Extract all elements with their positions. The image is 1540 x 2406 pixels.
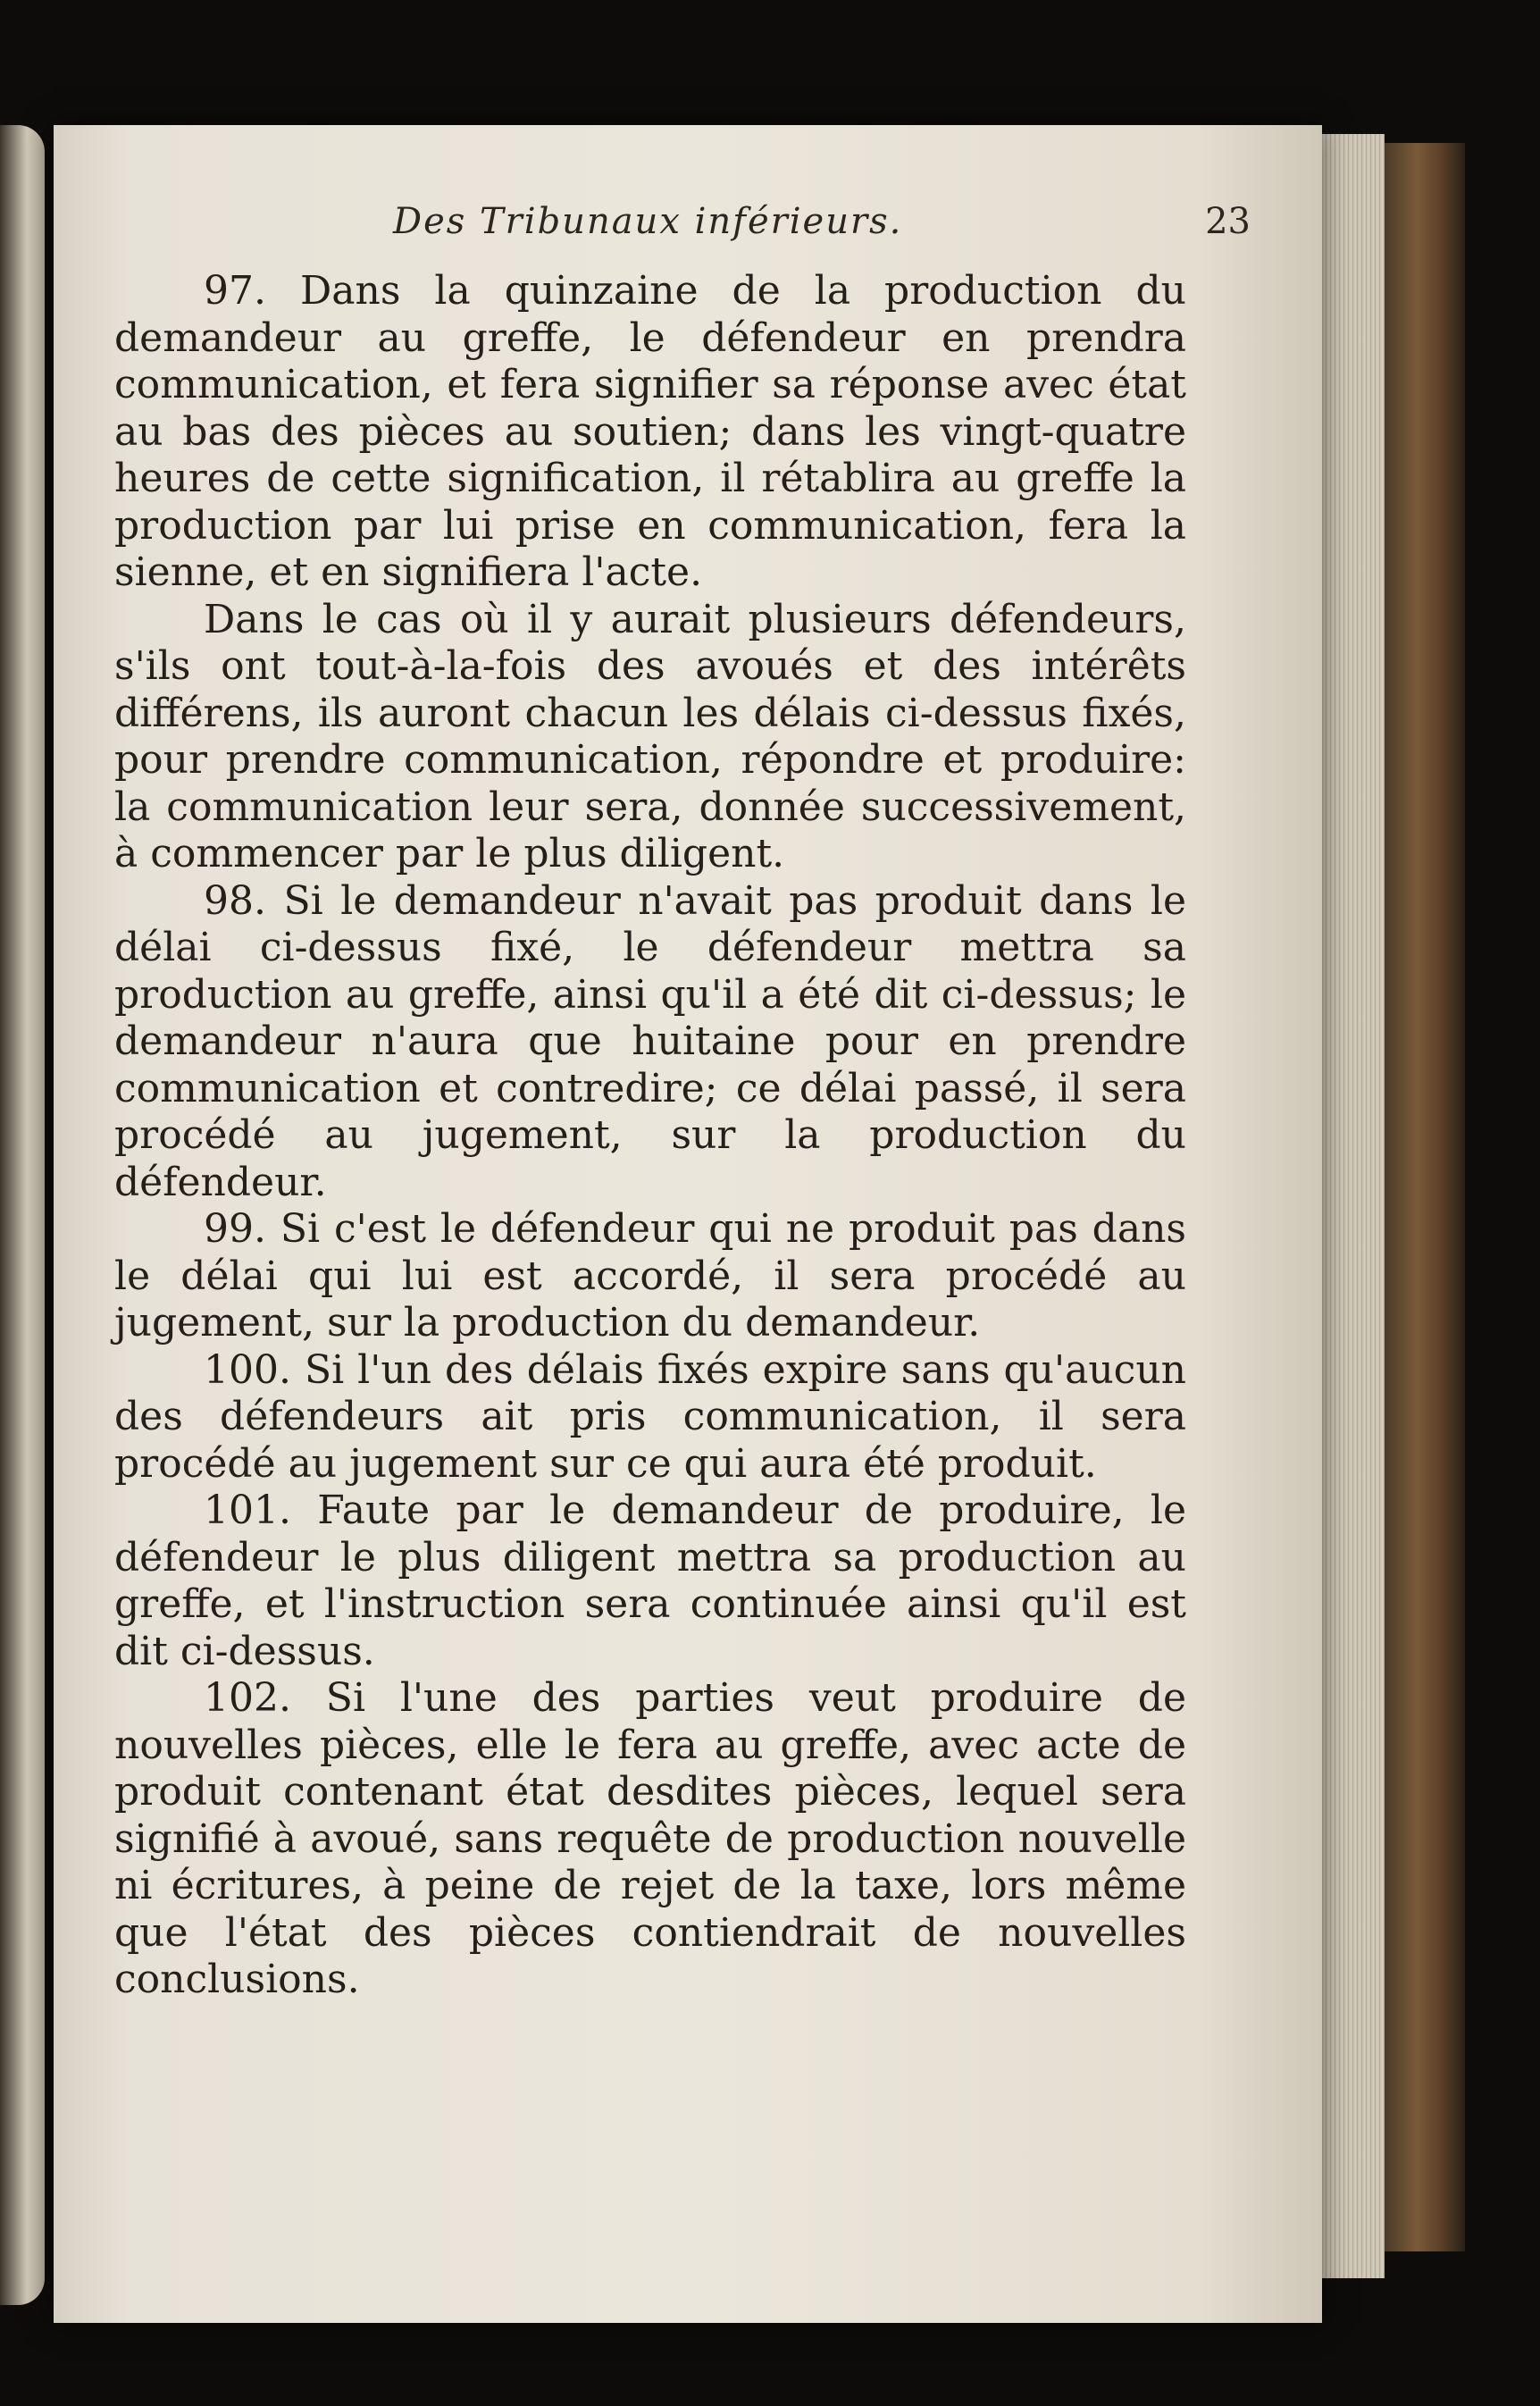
- paragraph-101: 101. Faute par le demandeur de produire, le défendeur le plus diligent mettra sa production au greffe, et l'instruction sera continuée ainsi qu'il est dit ci-dessus.: [114, 1488, 1186, 1674]
- paragraph-97-continued: Dans le cas où il y aurait plusieurs défendeurs, s'ils ont tout-à-la-fois des avoués et des intérêts différens, ils auront chacun les délais ci-dessus fixés, pour prendre communication, répondre et produire: la communication leur sera, donnée successivement, à commencer par le plus diligent.: [114, 596, 1186, 876]
- page-number: 23: [1205, 201, 1251, 242]
- paragraph-102: 102. Si l'une des parties veut produire de nouvelles pièces, elle le fera au greffe, avec acte de produit contenant état desdites pièces, lequel sera signifié à avoué, sans requête de production nouvelle ni écritures, à peine de rejet de la taxe, lors même que l'état des pièces contiendrait de nouvelles conclusions.: [114, 1675, 1186, 2002]
- page-stack-edge: [1322, 134, 1385, 2278]
- paragraph-98: 98. Si le demandeur n'avait pas produit dans le délai ci-dessus fixé, le défendeur mettra sa production au greffe, ainsi qu'il a été dit ci-dessus; le demandeur n'aura que huitaine pour en prendre communication et contredire; ce délai passé, il sera procédé au jugement, sur la production du défendeur.: [114, 877, 1186, 1205]
- running-head: [107, 201, 1304, 255]
- paragraph-99: 99. Si c'est le défendeur qui ne produit pas dans le délai qui lui est accordé, il sera procédé au jugement, sur la production du demandeur.: [114, 1206, 1186, 1346]
- book-cover-edge: [1385, 143, 1465, 2251]
- paragraph-97: 97. Dans la quinzaine de la production du demandeur au greffe, le défendeur en prendra communication, et fera signifier sa réponse avec état au bas des pièces au soutien; dans les vingt-quatre heures de cette signification, il rétablira au greffe la production par lui prise en communication, fera la sienne, et en signifiera l'acte.: [114, 268, 1186, 595]
- left-page-edge: [0, 125, 45, 2305]
- paragraph-100: 100. Si l'un des délais fixés expire sans qu'aucun des défendeurs ait pris communication, il sera procédé au jugement sur ce qui aura été produit.: [114, 1346, 1186, 1487]
- running-head-title: Des Tribunaux inférieurs.: [393, 201, 903, 242]
- body-text: [114, 268, 1186, 2004]
